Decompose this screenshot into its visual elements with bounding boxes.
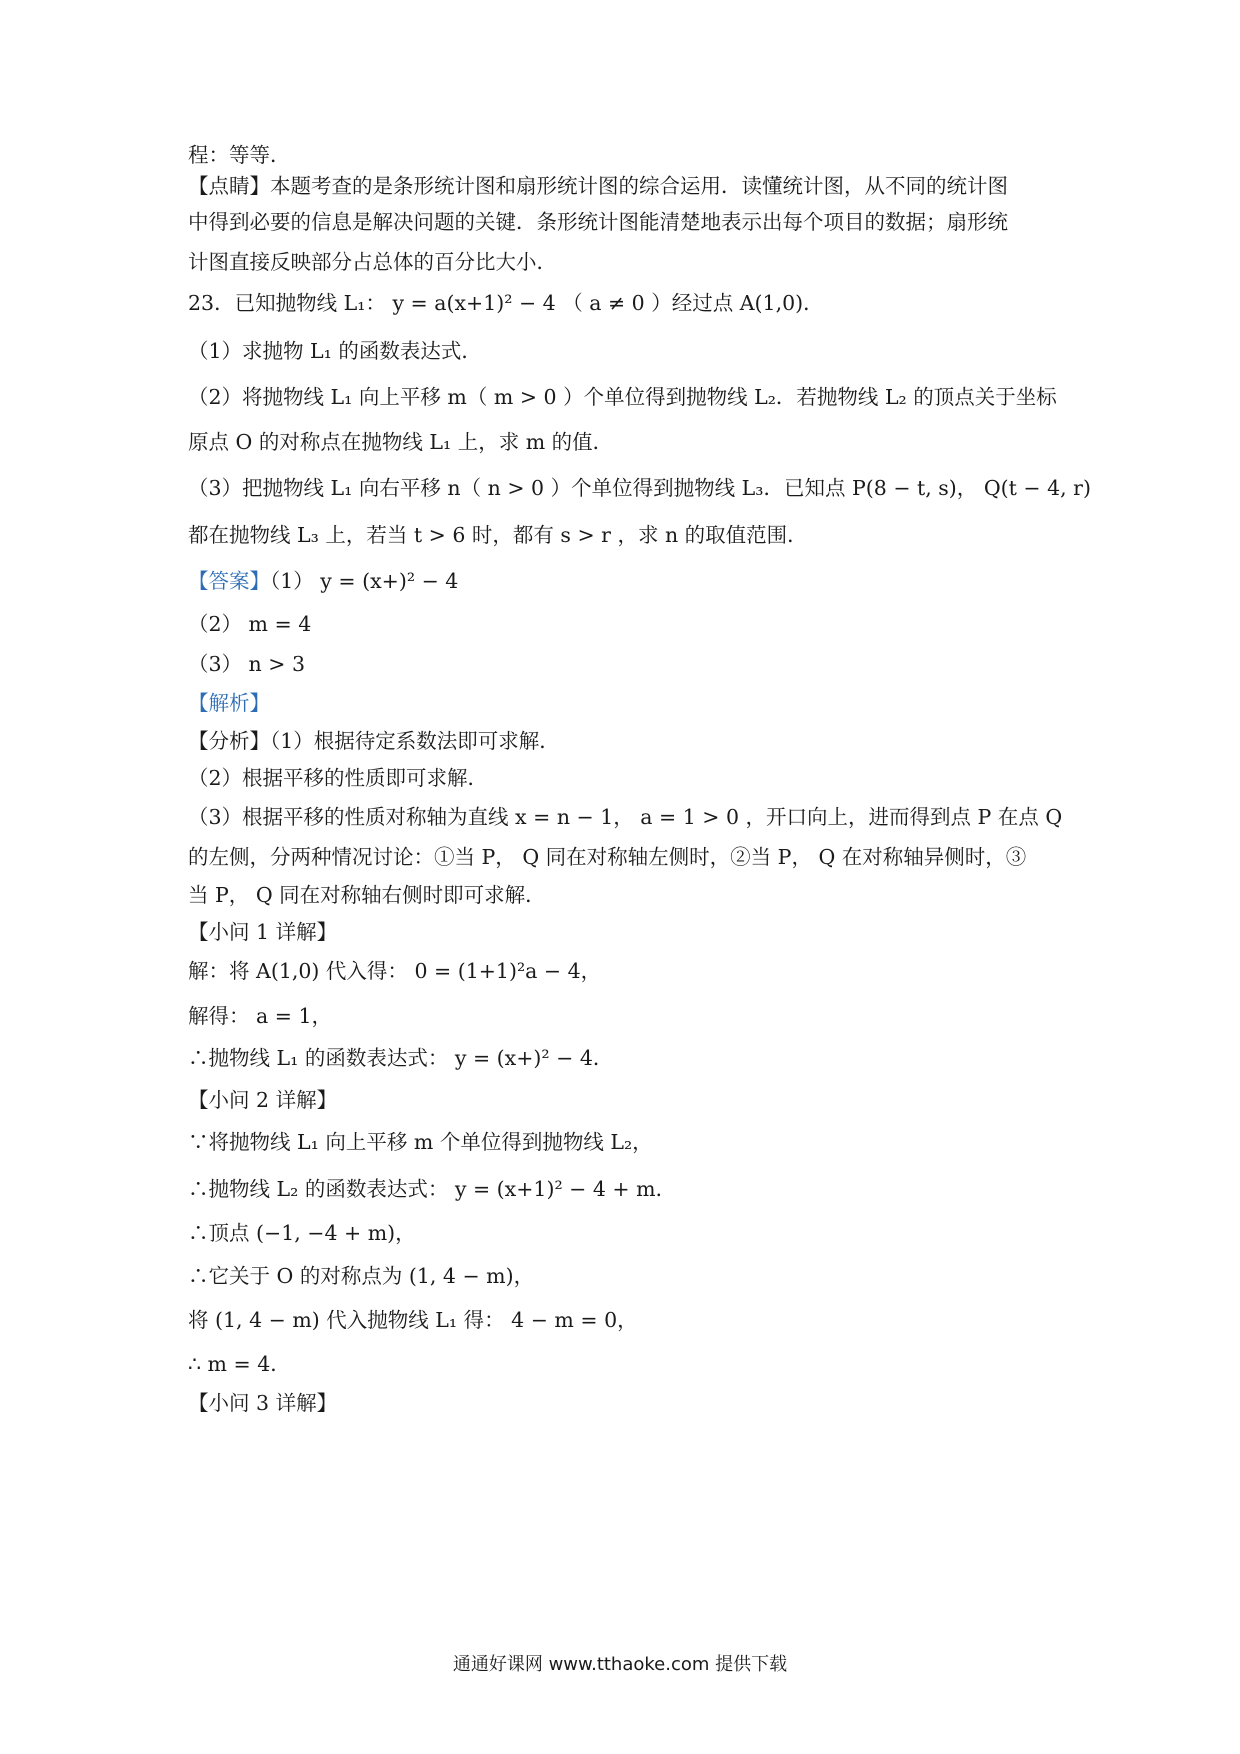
question-part-2: （2）将抛物线 L₁ 向上平移 m（ m > 0 ）个单位得到抛物线 L₂．若抛物线 L₂ 的顶点关于坐标: [188, 385, 1057, 409]
analysis-line: 的左侧，分两种情况讨论：①当 P， Q 同在对称轴左侧时，②当 P， Q 在对称轴异侧时，③: [188, 845, 1027, 869]
solution-line: ∴抛物线 L₁ 的函数表达式： y = (x+)² − 4．: [188, 1046, 614, 1070]
solution-line: ∴它关于 O 的对称点为 (1, 4 − m)，: [188, 1264, 535, 1288]
sub-question-3-heading: 【小问 3 详解】: [188, 1391, 338, 1415]
page-footer: 通通好课网 www.tthaoke.com 提供下载: [452, 1654, 788, 1675]
text-line: 程：等等．: [188, 143, 291, 167]
analysis-line: （3）根据平移的性质对称轴为直线 x = n − 1， a = 1 > 0 ，开口向上，进而得到点 P 在点 Q: [188, 805, 1063, 829]
question-stem: 23．已知抛物线 L₁： y = a(x+1)² − 4 （ a ≠ 0 ）经过点 A(1,0)．: [188, 291, 824, 315]
solution-line: 将 (1, 4 − m) 代入抛物线 L₁ 得： 4 − m = 0，: [188, 1308, 638, 1332]
answer-part-1: （1） y = (x+)² − 4: [270, 569, 459, 593]
question-part-2-cont: 原点 O 的对称点在抛物线 L₁ 上，求 m 的值．: [188, 430, 614, 454]
answer-line: [188, 566, 1060, 596]
question-part-1: （1）求抛物 L₁ 的函数表达式．: [188, 339, 482, 363]
solution-line: ∴顶点 (−1, −4 + m)，: [188, 1221, 416, 1245]
analysis-line: 【分析】（1）根据待定系数法即可求解．: [188, 729, 560, 753]
analysis-tag: 【解析】: [188, 691, 270, 715]
question-part-3: （3）把抛物线 L₁ 向右平移 n（ n > 0 ）个单位得到抛物线 L₃．已知点 P(8 − t, s)， Q(t − 4, r): [188, 476, 1091, 500]
answer-tag: 【答案】: [188, 569, 270, 593]
analysis-line: （2）根据平移的性质即可求解．: [188, 766, 489, 790]
highlight-note-line: 【点睛】本题考查的是条形统计图和扇形统计图的综合运用．读懂统计图，从不同的统计图: [188, 174, 1008, 198]
sub-question-2-heading: 【小问 2 详解】: [188, 1088, 338, 1112]
answer-part-3: （3） n > 3: [188, 652, 306, 676]
solution-line: ∴ m = 4．: [188, 1352, 291, 1376]
question-part-3-cont: 都在抛物线 L₃ 上，若当 t > 6 时，都有 s > r ，求 n 的取值范围．: [188, 523, 808, 547]
solution-line: ∴抛物线 L₂ 的函数表达式： y = (x+1)² − 4 + m．: [188, 1177, 677, 1201]
answer-part-2: （2） m = 4: [188, 612, 312, 636]
solution-line: ∵将抛物线 L₁ 向上平移 m 个单位得到抛物线 L₂，: [188, 1130, 653, 1154]
sub-question-1-heading: 【小问 1 详解】: [188, 920, 338, 944]
solution-line: 解：将 A(1,0) 代入得： 0 = (1+1)²a − 4，: [188, 959, 602, 983]
solution-line: 解得： a = 1，: [188, 1004, 332, 1028]
highlight-note-line: 中得到必要的信息是解决问题的关键．条形统计图能清楚地表示出每个项目的数据；扇形统: [188, 210, 1008, 234]
analysis-line: 当 P， Q 同在对称轴右侧时即可求解．: [188, 883, 546, 907]
highlight-note-line: 计图直接反映部分占总体的百分比大小．: [188, 250, 557, 274]
